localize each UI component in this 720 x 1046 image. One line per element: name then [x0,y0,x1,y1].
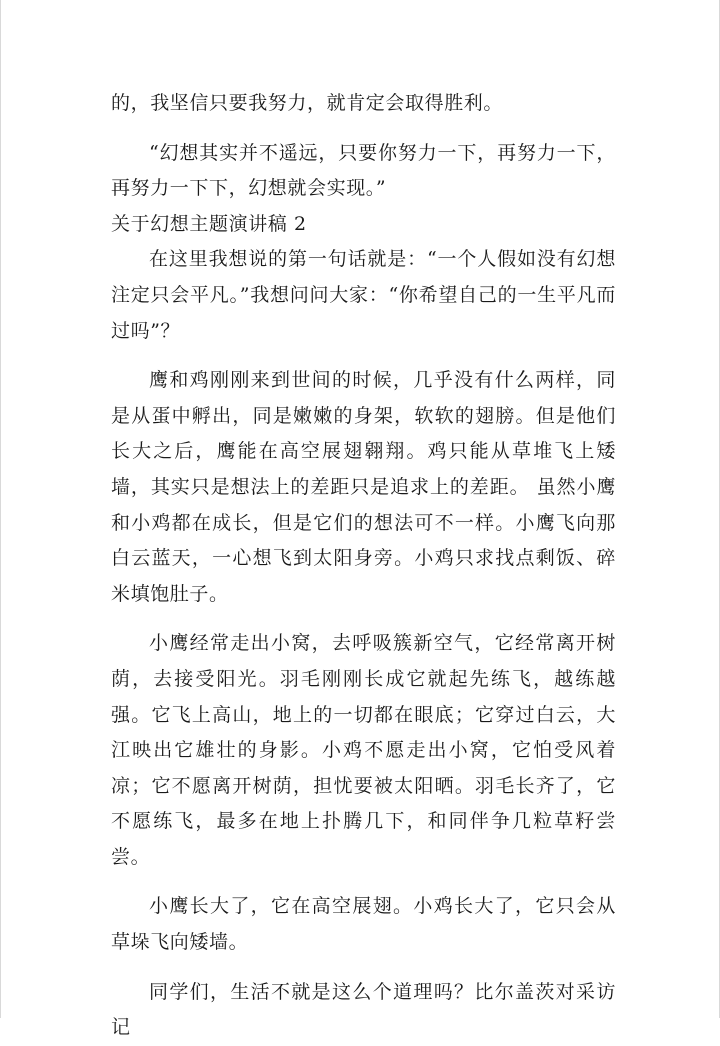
paragraph-conclusion: 同学们，生活不就是这么个道理吗？比尔盖茨对采访记 [111,980,616,1039]
document-body [111,86,616,1046]
paragraph-eagle-practice: 小鹰经常走出小窝，去呼吸簇新空气，它经常离开树荫，去接受阳光。羽毛刚刚长成它就起先练飞，越练越强。它飞上高山，地上的一切都在眼底；它穿过白云，大江映出它雄壮的身影。小鸡不愿走出小窝，它怕受风着凉；它不愿离开树荫，担忧要被太阳晒。羽毛长齐了，它不愿练飞，最多在地上扑腾几下，和同伴争几粒草籽尝尝。 [111,632,616,868]
paragraph-quote: “幻想其实并不遥远，只要你努力一下，再努力一下，再努力一下下，幻想就会实现。” [111,141,616,200]
paragraph-grown-up: 小鹰长大了，它在高空展翅。小鸡长大了，它只会从草垛飞向矮墙。 [111,895,616,954]
paragraph-continuation: 的，我坚信只要我努力，就肯定会取得胜利。 [111,92,504,114]
section-heading: 关于幻想主题演讲稿 2 [111,212,307,235]
paragraph-opening: 在这里我想说的第一句话就是：“一个人假如没有幻想注定只会平凡。”我想问问大家：“你希望自己的一生平凡而过吗”？ [111,248,616,342]
paragraph-eagle-chicken: 鹰和鸡刚刚来到世间的时候，几乎没有什么两样，同是从蛋中孵出，同是嫩嫩的身架，软软的翅膀。但是他们长大之后，鹰能在高空展翅翱翔。鸡只能从草堆飞上矮墙，其实只是想法上的差距只是追求上的差距。 虽然小鹰和小鸡都在成长，但是它们的想法可不一样。小鹰飞向那白云蓝天，一心想飞到太阳身旁。小鸡只求找点剩饭、碎米填饱肚子。 [111,369,616,605]
